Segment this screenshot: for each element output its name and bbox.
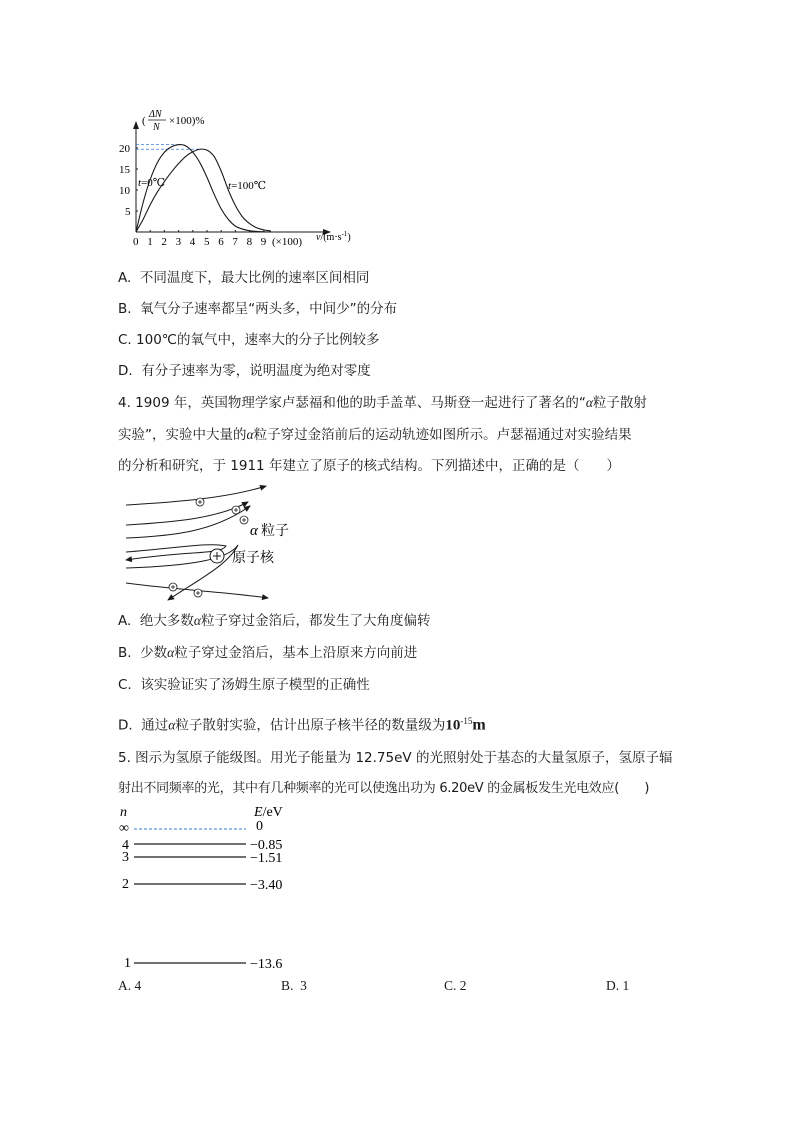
x-tick-label: (×100): [272, 236, 303, 248]
q3-option-c: [118, 331, 379, 349]
option-pre: 通过: [141, 717, 169, 734]
level-e-3: −1.51: [250, 851, 283, 866]
alpha-symbol: α: [167, 645, 175, 660]
x-tick-label: 6: [218, 236, 224, 248]
y-tick-label: 10: [119, 185, 130, 197]
x-tick-label: 1: [147, 236, 153, 248]
q5-option-c: [444, 977, 467, 995]
option-key: D.: [606, 978, 620, 993]
alpha-scattering-figure: [118, 480, 318, 605]
q5-option-d: [606, 977, 629, 995]
q4-stem-tail: 粒子散射: [592, 395, 647, 411]
option-key: C.: [444, 978, 457, 993]
q5-stem-line-1: [118, 749, 672, 767]
level-n-1: 1: [124, 956, 131, 971]
option-key: A.: [118, 270, 132, 286]
y-label-den: N: [153, 122, 160, 133]
level-e-2: −3.40: [250, 878, 283, 893]
q5-stem-text: 5. 图示为氢原子能级图。用光子能量为 12.75eV 的光照射处于基态的大量氢原子，氢原子辐: [118, 750, 673, 766]
q4-stem-line-1: [118, 394, 647, 412]
option-text: 氧气分子速率都呈“两头多，中间少”的分布: [140, 301, 398, 317]
x-tick-label: 2: [161, 236, 167, 248]
q4-stem-text: 4. 1909 年，英国物理学家卢瑟福和他的助手盖革、马斯登一起进行了著名的“: [118, 395, 586, 411]
level-n-3: 3: [122, 850, 129, 865]
option-post: 该实验证实了汤姆生原子模型的正确性: [140, 677, 370, 693]
option-post: 粒子穿过金箔后，基本上沿原来方向前进: [174, 645, 418, 661]
option-key: C.: [118, 332, 132, 348]
level-e-inf: 0: [256, 819, 263, 834]
x-tick-label: 5: [204, 236, 210, 248]
x-tick-label: 4: [189, 236, 196, 248]
power-base: 10: [445, 717, 461, 734]
option-post: 粒子散射实验，估计出原子核半径的数量级为: [175, 717, 446, 734]
y-label-num: ΔN: [149, 109, 162, 120]
option-key: A.: [118, 613, 132, 629]
q4-option-d: [118, 712, 486, 735]
alpha-symbol: α: [246, 427, 254, 442]
particle-label: 粒子: [261, 523, 289, 539]
level-e-1: −13.6: [250, 957, 283, 972]
y-label-suffix: ×100)%: [169, 115, 205, 127]
q3-option-d: [118, 362, 371, 380]
alpha-label: α: [250, 523, 258, 539]
level-n-inf: ∞: [119, 821, 129, 836]
series-label-100c: t=100℃: [228, 180, 267, 192]
option-value: 1: [622, 978, 630, 993]
level-n-4: 4: [122, 838, 129, 853]
option-key: D.: [118, 717, 133, 734]
level-n-2: 2: [122, 877, 129, 892]
level-e-4: −0.85: [250, 838, 283, 853]
trajectory-2: [126, 502, 248, 525]
q4-stem-line-2: [118, 426, 632, 444]
y-tick-label: 15: [119, 164, 130, 176]
q4-stem-tail: 粒子穿过金箔前后的运动轨迹如图所示。卢瑟福通过对实验结果: [253, 427, 632, 443]
q5-option-b: [281, 977, 307, 995]
option-value: 2: [459, 978, 467, 993]
unit-m: m: [472, 716, 486, 734]
q4-stem-line-3: [118, 457, 620, 475]
option-key: B.: [118, 301, 132, 317]
alpha-particle-plus-signs: [171, 500, 246, 595]
x-tick-label: 0: [133, 236, 139, 248]
q5-stem-text: 射出不同频率的光，其中有几种频率的光可以使逸出功为 6.20eV 的金属板发生光电效应( ): [118, 781, 650, 796]
q4-option-c: [118, 676, 370, 694]
energy-level-diagram: [116, 800, 316, 975]
power-exp: -15: [460, 716, 473, 726]
option-key: A.: [118, 978, 132, 993]
x-tick-label: 8: [246, 236, 253, 248]
nucleus-label: 原子核: [232, 550, 274, 566]
trajectory-3: [126, 506, 250, 538]
option-value: 4: [134, 978, 142, 993]
q4-stem-text: 实验”，实验中大量的: [118, 427, 247, 443]
x-tick-label: 9: [260, 236, 267, 248]
n-header: n: [120, 805, 127, 820]
option-key: B.: [118, 645, 132, 661]
q5-option-a: [118, 977, 141, 995]
option-value: 3: [300, 978, 307, 993]
option-text: 不同温度下，最大比例的速率区间相同: [139, 270, 370, 286]
x-label: $v/(m\cdot s^{-1})$: [316, 230, 351, 243]
speed-distribution-chart: [118, 100, 378, 255]
q4-option-b: [118, 644, 417, 662]
option-post: 粒子穿过金箔后，都发生了大角度偏转: [200, 613, 431, 629]
option-key: D.: [118, 363, 133, 379]
option-text: 100℃的氧气中，速率大的分子比例较多: [136, 332, 380, 348]
series-label-0c: t=0℃: [138, 177, 166, 189]
y-tick-label: 5: [125, 206, 131, 218]
x-tick-label: 7: [232, 236, 238, 248]
option-key: B.: [281, 978, 294, 993]
option-pre: 绝大多数: [139, 613, 194, 629]
option-key: C.: [118, 677, 132, 693]
alpha-symbol: α: [193, 613, 201, 628]
y-tick-label: 20: [119, 143, 130, 155]
alpha-symbol: α: [585, 395, 593, 410]
q3-option-a: [118, 269, 369, 287]
q4-option-a: [118, 612, 430, 630]
q3-option-b: [118, 300, 397, 318]
alpha-symbol: α: [168, 717, 176, 733]
option-text: 有分子速率为零，说明温度为绝对零度: [141, 363, 371, 379]
y-label-open: (: [142, 115, 146, 127]
option-pre: 少数: [140, 645, 168, 661]
q4-stem-text: 的分析和研究，于 1911 年建立了原子的核式结构。下列描述中，正确的是（ ）: [118, 458, 620, 474]
q5-stem-line-2: [118, 780, 649, 798]
x-tick-label: 3: [175, 236, 182, 248]
e-header: E/eV: [254, 805, 283, 820]
